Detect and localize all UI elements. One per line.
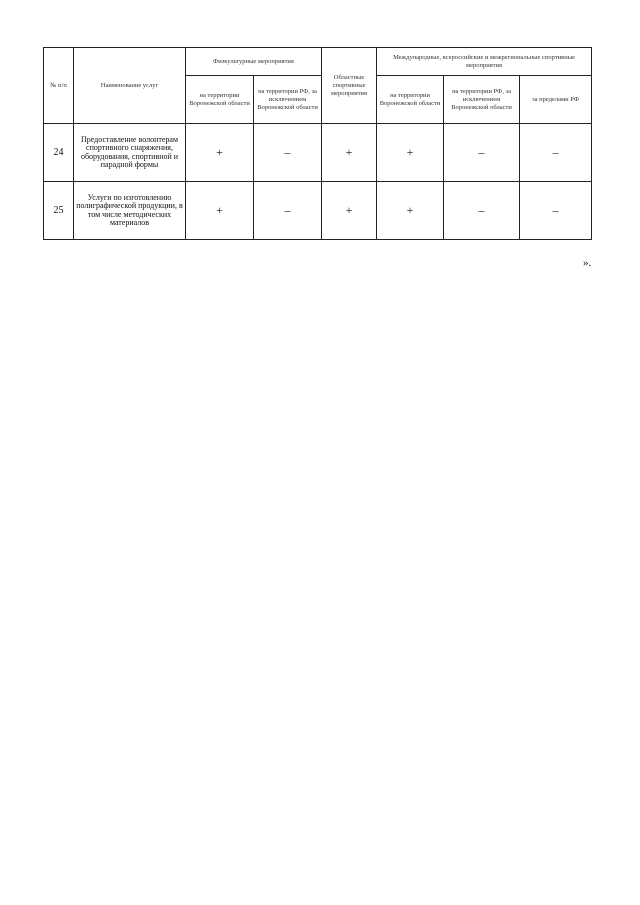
mark-cell: – <box>254 182 322 240</box>
header-intl-abroad: за пределами РФ <box>520 76 592 124</box>
closing-quote-mark: ». <box>583 257 592 269</box>
header-international-events: Международные, всероссийские и межрегиональные спортивные мероприятия <box>377 48 592 76</box>
mark-cell: + <box>377 182 444 240</box>
mark-cell: + <box>186 124 254 182</box>
row-number: 25 <box>44 182 74 240</box>
mark-cell: + <box>322 182 377 240</box>
header-intl-voronezh: на территории Воронежской области <box>377 76 444 124</box>
service-name: Предоставление волонтерам спортивного снаряжения, оборудования, спортивной и парадной формы <box>74 124 186 182</box>
service-name: Услуги по изготовлению полиграфической продукции, в том числе методических материалов <box>74 182 186 240</box>
table-row <box>44 124 592 182</box>
row-number: 24 <box>44 124 74 182</box>
mark-cell: + <box>322 124 377 182</box>
header-name: Наименование услуг <box>74 48 186 124</box>
services-table <box>43 47 592 240</box>
header-fitness-rf: на территории РФ, за исключением Воронежской области <box>254 76 322 124</box>
mark-cell: – <box>444 124 520 182</box>
mark-cell: + <box>186 182 254 240</box>
header-fitness-events: Физкультурные мероприятия <box>186 48 322 76</box>
mark-cell: + <box>377 124 444 182</box>
mark-cell: – <box>520 124 592 182</box>
header-intl-rf: на территории РФ, за исключением Воронежской области <box>444 76 520 124</box>
mark-cell: – <box>444 182 520 240</box>
header-fitness-voronezh: на территории Воронежской области <box>186 76 254 124</box>
mark-cell: – <box>520 182 592 240</box>
table-row <box>44 182 592 240</box>
header-num: № п/п <box>44 48 74 124</box>
mark-cell: – <box>254 124 322 182</box>
header-regional-events: Областные спортивные мероприятия <box>322 48 377 124</box>
